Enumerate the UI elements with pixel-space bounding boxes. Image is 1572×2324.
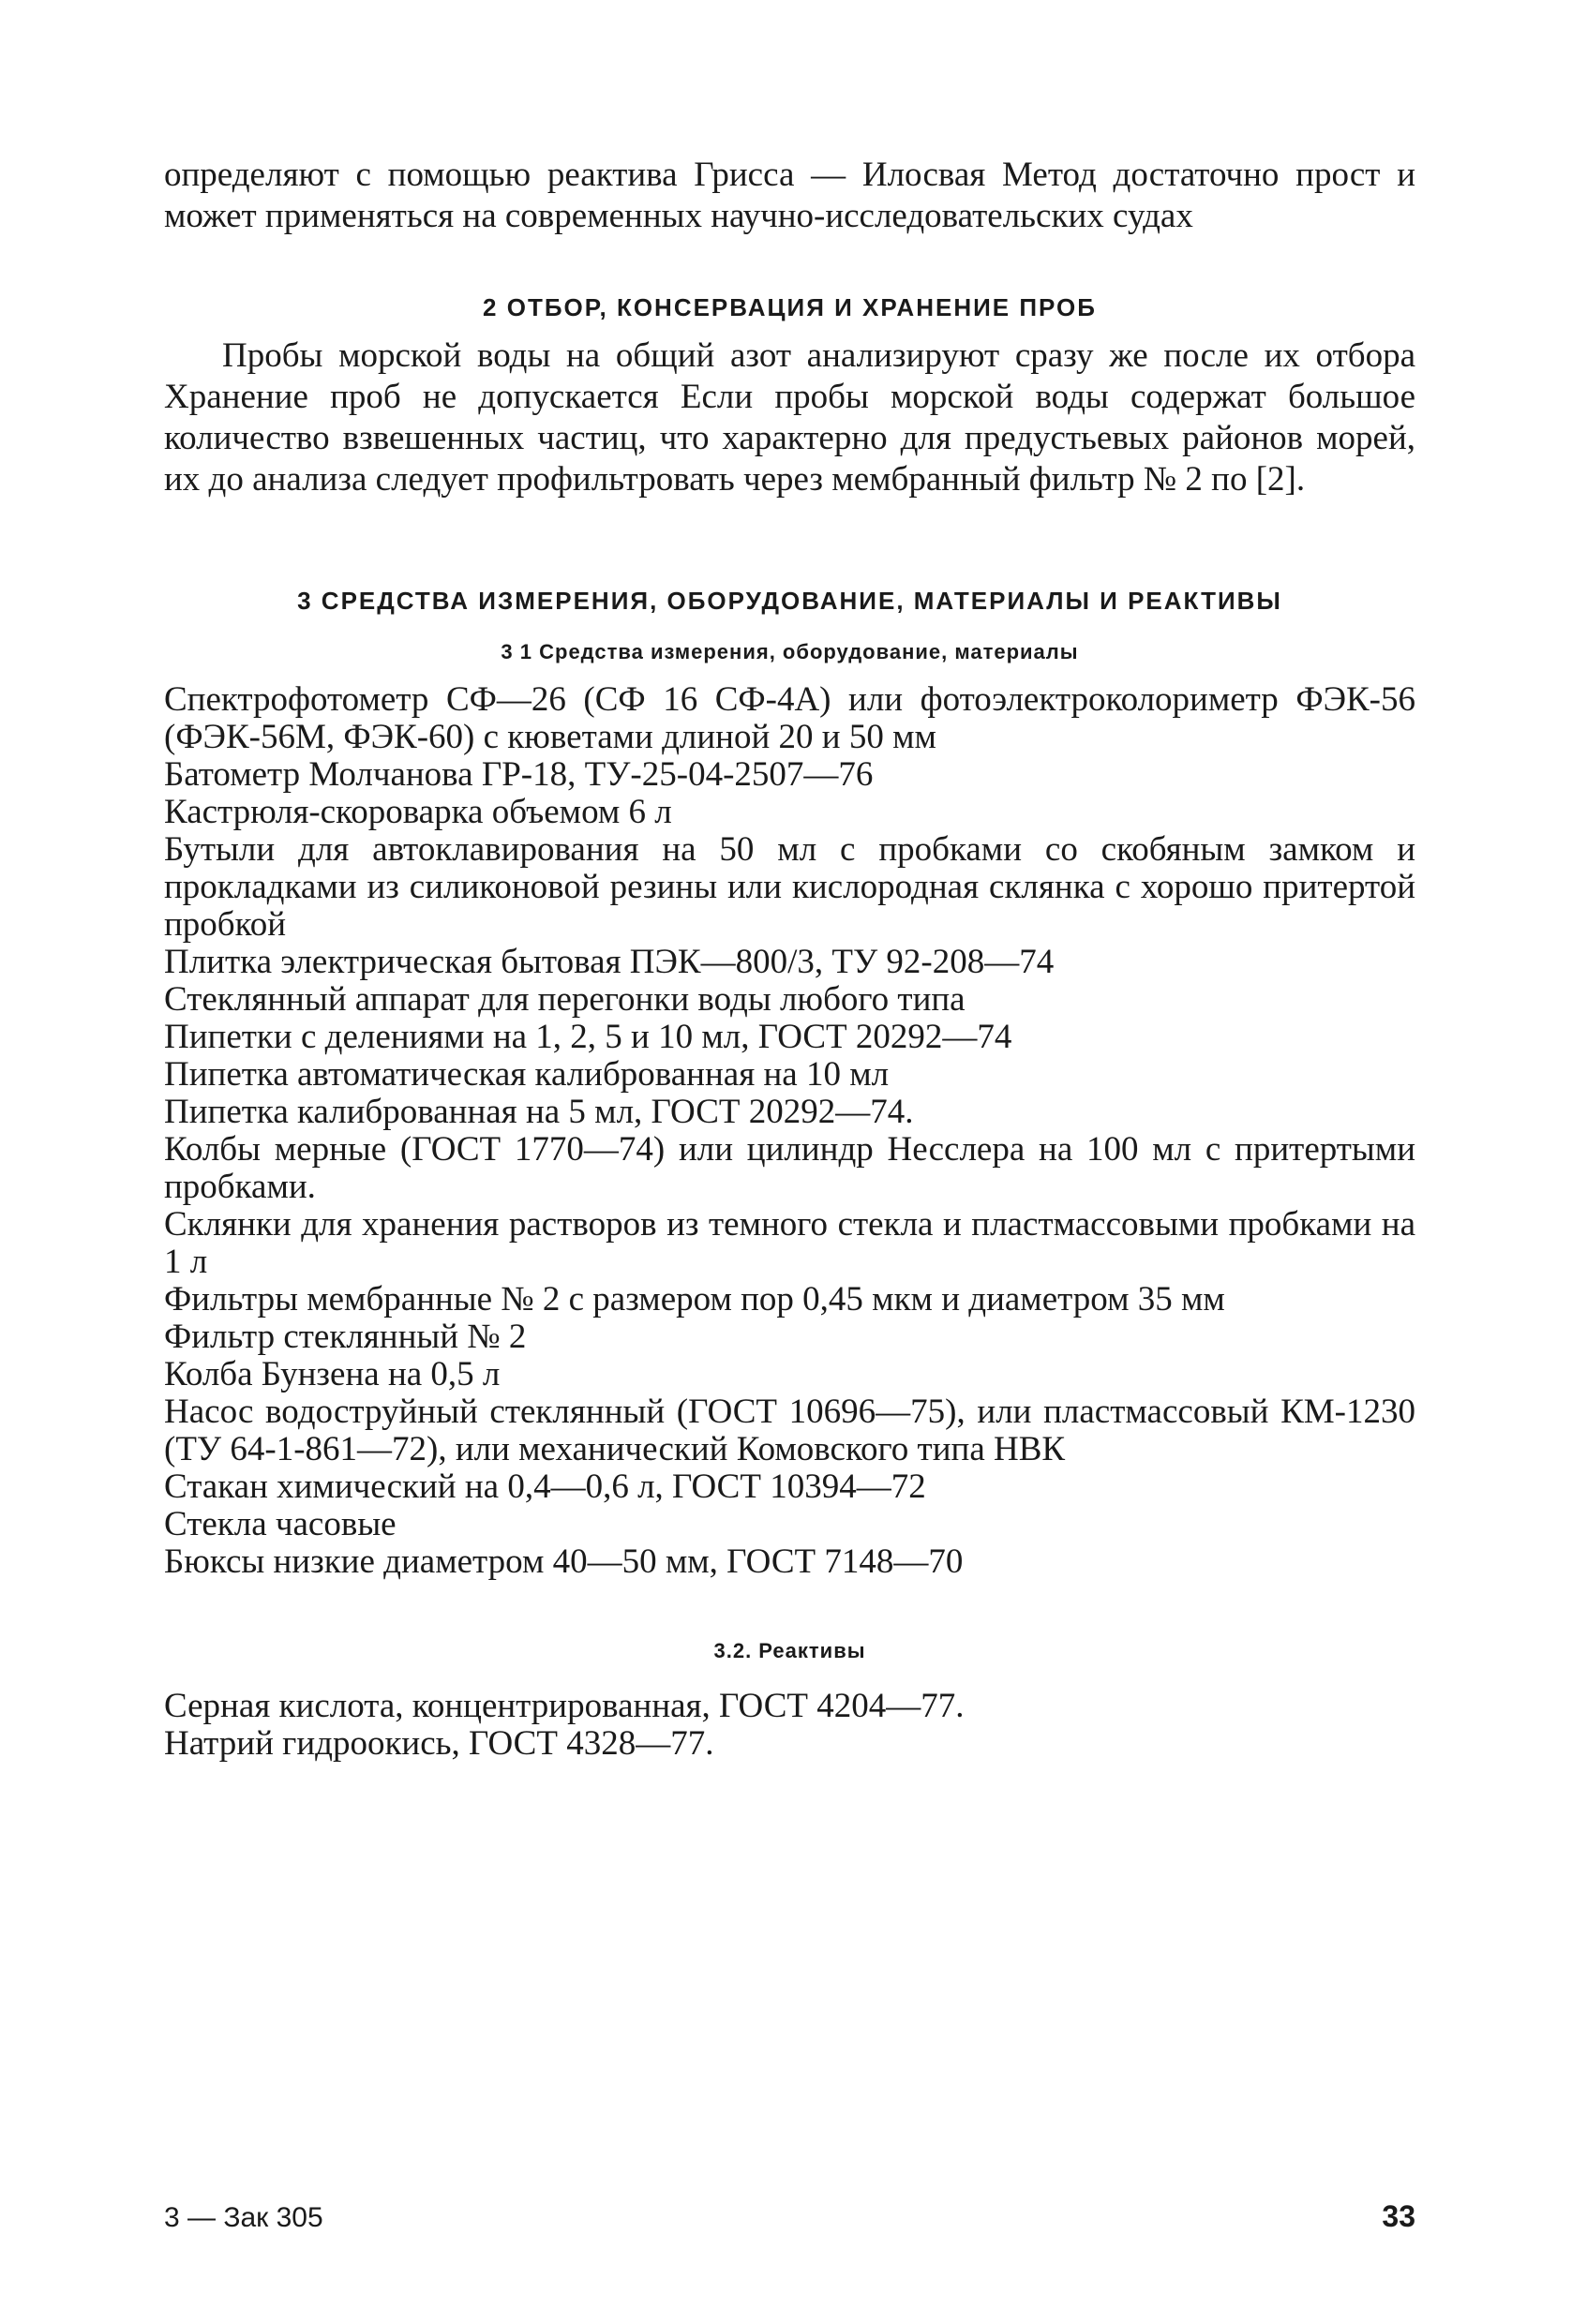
subsection-3-2-heading: 3.2. Реактивы	[713, 1639, 866, 1662]
list-item: Колба Бунзена на 0,5 л	[164, 1355, 501, 1393]
equipment-list	[164, 681, 1415, 1581]
list-item: Натрий гидроокись, ГОСТ 4328—77.	[164, 1724, 714, 1763]
list-item: Стакан химический на 0,4—0,6 л, ГОСТ 10394—72	[164, 1467, 926, 1506]
page-number: 33	[1382, 2199, 1415, 2233]
list-item: Серная кислота, концентрированная, ГОСТ 4204—77.	[164, 1687, 965, 1725]
page-footer	[164, 2199, 1415, 2234]
section-2-paragraph: Пробы морской воды на общий азот анализируют сразу же после их отбора Хранение проб не допускается Если пробы морской воды содержат большое количество взвешенных частиц, что характерно для предустьевых районов морей, их до анализа следует профильтровать через мембранный фильтр № 2 по [2].	[164, 336, 1415, 499]
list-item: Насос водоструйный стеклянный (ГОСТ 10696—75), или пластмассовый КМ-1230 (ТУ 64-1-861—72), или механический Комовского типа НВК	[164, 1393, 1415, 1468]
list-item: Фильтр стеклянный № 2	[164, 1318, 527, 1356]
list-item: Склянки для хранения растворов из темного стекла и пластмассовыми пробками на 1 л	[164, 1205, 1415, 1281]
list-item: Плитка электрическая бытовая ПЭК—800/3, ТУ 92-208—74	[164, 943, 1055, 981]
list-item: Бутыли для автоклавирования на 50 мл с пробками со скобяным замком и прокладками из силиконовой резины или кислородная склянка с хорошо притертой пробкой	[164, 830, 1415, 944]
list-item: Фильтры мембранные № 2 с размером пор 0,45 мкм и диаметром 35 мм	[164, 1280, 1225, 1318]
list-item: Колбы мерные (ГОСТ 1770—74) или цилиндр Несслера на 100 мл с притертыми пробками.	[164, 1130, 1415, 1206]
list-item: Спектрофотометр СФ—26 (СФ 16 СФ-4А) или фотоэлектроколориметр ФЭК-56 (ФЭК-56М, ФЭК-60) с кюветами длиной 20 и 50 мм	[164, 680, 1415, 756]
list-item: Бюксы низкие диаметром 40—50 мм, ГОСТ 7148—70	[164, 1542, 964, 1581]
order-number: 3 — Зак 305	[164, 2202, 323, 2233]
reagents-list	[164, 1688, 1415, 1763]
list-item: Пипетка калиброванная на 5 мл, ГОСТ 20292—74.	[164, 1093, 914, 1131]
list-item: Пипетки с делениями на 1, 2, 5 и 10 мл, ГОСТ 20292—74	[164, 1018, 1012, 1056]
intro-paragraph: определяют с помощью реактива Грисса — Илосвая Метод достаточно прост и может применяться на современных научно-исследовательских судах	[164, 156, 1415, 235]
list-item: Кастрюля-скороварка объемом 6 л	[164, 793, 672, 831]
list-item: Пипетка автоматическая калиброванная на 10 мл	[164, 1055, 890, 1094]
section-3-heading: 3 СРЕДСТВА ИЗМЕРЕНИЯ, ОБОРУДОВАНИЕ, МАТЕРИАЛЫ И РЕАКТИВЫ	[297, 587, 1282, 615]
document-page	[164, 155, 1415, 1763]
section-2-heading: 2 ОТБОР, КОНСЕРВАЦИЯ И ХРАНЕНИЕ ПРОБ	[483, 293, 1097, 321]
subsection-3-1-heading: 3 1 Средства измерения, оборудование, материалы	[501, 640, 1079, 663]
list-item: Батометр Молчанова ГР-18, ТУ-25-04-2507—76	[164, 755, 874, 794]
list-item: Стеклянный аппарат для перегонки воды любого типа	[164, 980, 966, 1019]
list-item: Стекла часовые	[164, 1505, 397, 1543]
